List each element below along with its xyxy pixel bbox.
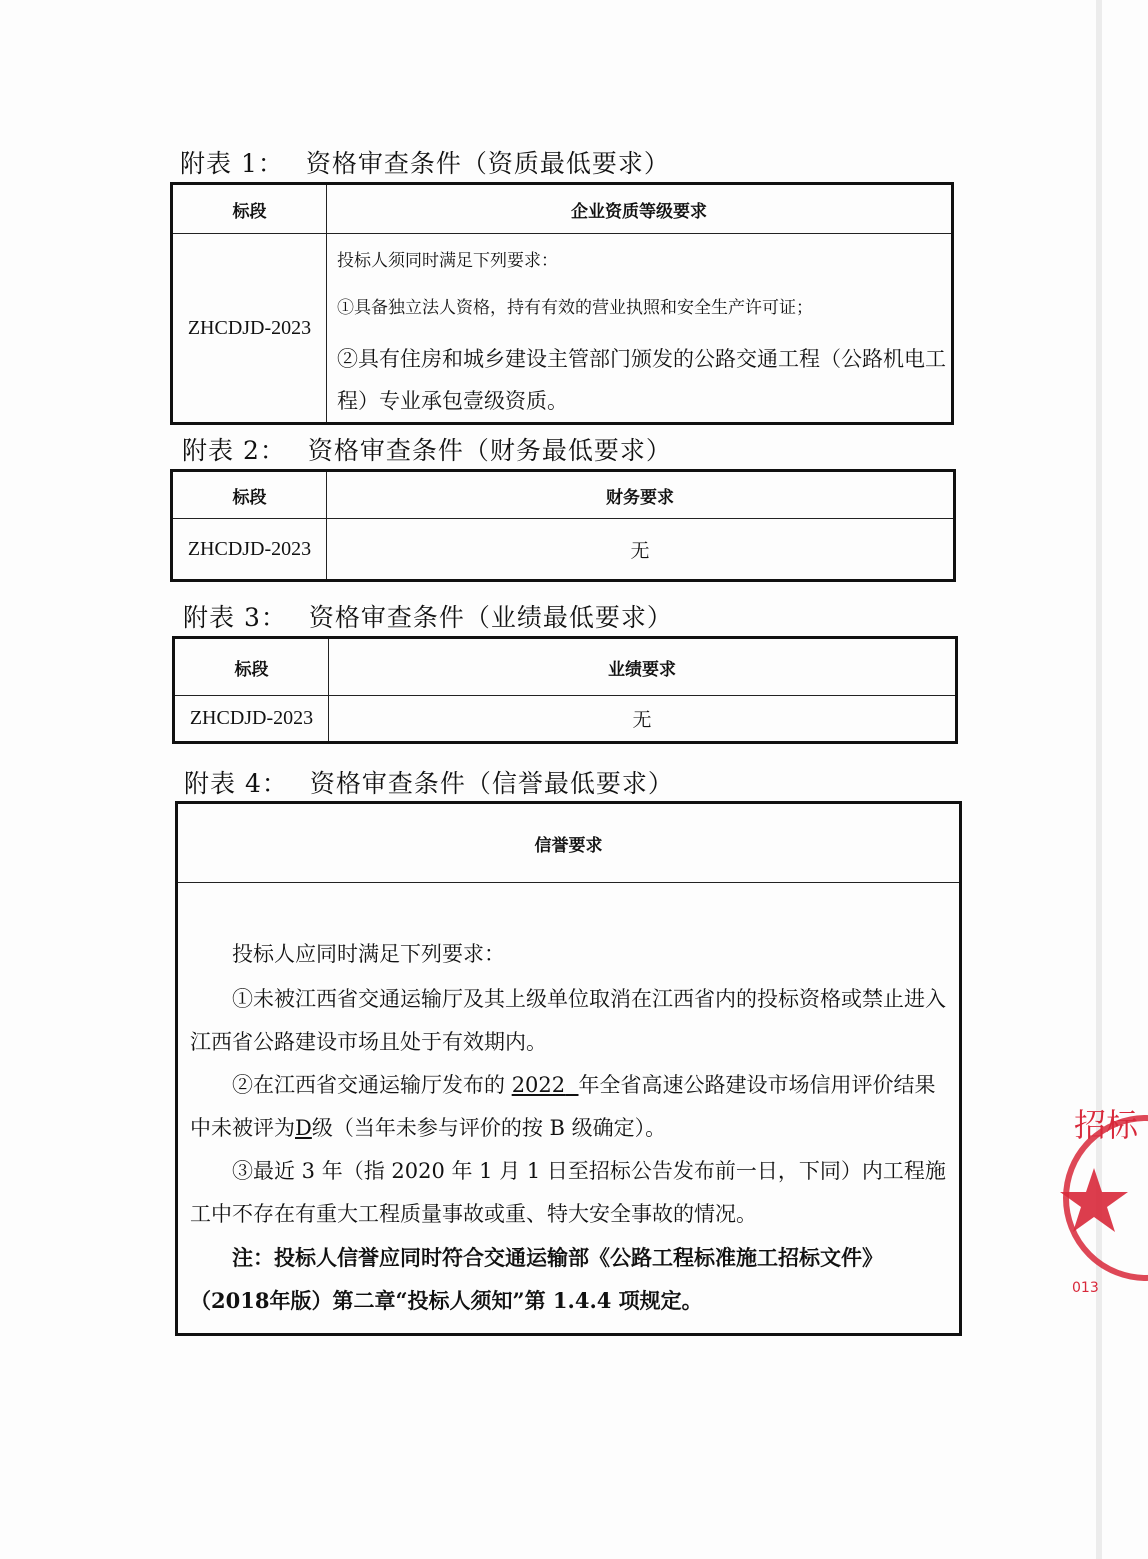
finance-table	[170, 469, 956, 582]
credit-item-1: ①未被江西省交通运输厅及其上级单位取消在江西省内的投标资格或禁止进入江西省公路建设市场且处于有效期内。	[190, 987, 946, 1054]
credit-item-2	[190, 1064, 949, 1150]
table2-col-requirement-header: 财务要求	[327, 471, 955, 519]
table2-segment-cell: ZHCDJD-2023	[172, 519, 327, 581]
credit-item-2-grade: D	[295, 1116, 312, 1140]
table3-col-segment-header: 标段	[174, 638, 329, 696]
table4-header: 信誉要求	[177, 803, 961, 883]
table3-value-cell: 无	[329, 696, 957, 743]
page-edge	[1096, 0, 1102, 1559]
table3-heading	[183, 598, 673, 634]
seal-stamp	[1058, 1078, 1148, 1318]
credit-item-3: ③最近 3 年（指 2020 年 1 月 1 日至招标公告发布前一日，下同）内工程施工中不存在有重大工程质量事故或重、特大安全事故的情况。	[190, 1159, 946, 1226]
credit-note: 注：投标人信誉应同时符合交通运输部《公路工程标准施工招标文件》（2018年版）第二章“投标人须知”第 1.4.4 项规定。	[190, 1245, 883, 1313]
table3-segment-cell: ZHCDJD-2023	[174, 696, 329, 743]
table1-heading-label: 附表 1：	[180, 149, 284, 178]
table4-heading	[184, 764, 674, 800]
credit-item-2-mid: 年全省高速公路建设市场信用评价结果中未被评为	[190, 1073, 936, 1140]
table3-col-requirement-header: 业绩要求	[329, 638, 957, 696]
table1-requirement-intro: 投标人须同时满足下列要求：	[337, 251, 558, 271]
credit-table	[175, 801, 962, 1336]
table2-heading	[182, 431, 672, 467]
credit-item-2-year: 2022	[511, 1073, 566, 1097]
table1-col-segment-header: 标段	[172, 184, 327, 234]
table1-col-requirement-header: 企业资质等级要求	[327, 184, 953, 234]
table2-heading-text: 资格审查条件（财务最低要求）	[307, 436, 672, 465]
table4-heading-label: 附表 4：	[184, 769, 288, 798]
credit-item-2-post: 级（当年未参与评价的按 B 级确定）。	[311, 1116, 667, 1140]
table3-heading-label: 附表 3：	[183, 603, 287, 632]
table1-segment-cell: ZHCDJD-2023	[172, 234, 327, 424]
table4-heading-text: 资格审查条件（信誉最低要求）	[309, 769, 674, 798]
table1-requirement-2: ②具有住房和城乡建设主管部门颁发的公路交通工程（公路机电工程）专业承包壹级资质。	[337, 347, 946, 413]
table1-heading-text: 资格审查条件（资质最低要求）	[305, 149, 670, 178]
table1-requirements-cell	[327, 234, 953, 424]
table2-col-segment-header: 标段	[172, 471, 327, 519]
table2-value-cell: 无	[327, 519, 955, 581]
table1-heading	[180, 144, 670, 180]
qualification-table	[170, 182, 954, 425]
seal-code: 013	[1072, 1280, 1099, 1296]
credit-intro: 投标人应同时满足下列要求：	[232, 942, 505, 966]
table3-heading-text: 资格审查条件（业绩最低要求）	[308, 603, 673, 632]
credit-item-2-pre: ②在江西省交通运输厅发布的	[232, 1073, 505, 1097]
performance-table	[172, 636, 958, 744]
table4-content-cell	[177, 883, 961, 1335]
seal-text: 招标	[1074, 1106, 1139, 1144]
table1-requirement-1: ①具备独立法人资格，持有有效的营业执照和安全生产许可证；	[337, 298, 813, 318]
table2-heading-label: 附表 2：	[182, 436, 286, 465]
